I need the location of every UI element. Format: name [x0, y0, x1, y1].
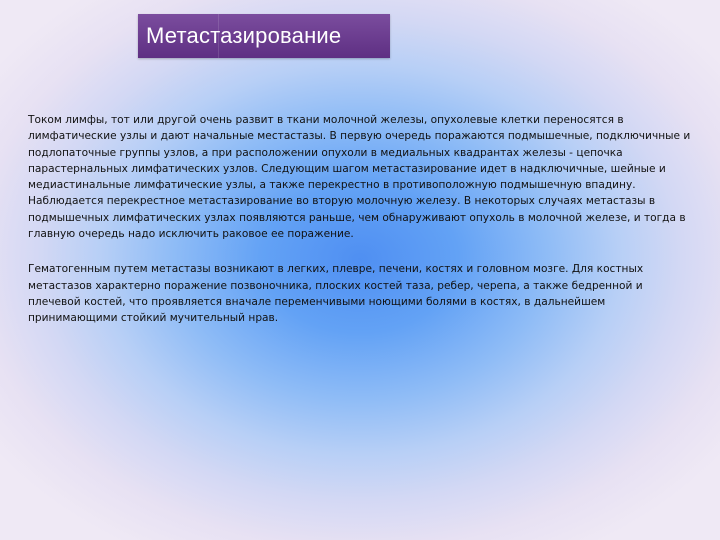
title-banner — [138, 14, 390, 58]
slide-title: Метастазирование — [146, 23, 342, 48]
paragraph-lymphatic: Током лимфы, тот или другой очень развит в ткани молочной железы, опухолевые клетки переносятся в лимфатические узлы и дают начальные местастазы. В первую очередь поражаются подмышечные, подключичные и подлопаточные группы узлов, а при расположении опухоли в медиальных квадрантах железы - цепочка парастернальных лимфатических узлов. Следующим шагом метастазирование идет в надключичные, шейные и медиастинальные лимфатические узлы, а также перекрестно в противоположную подмышечную впадину. Наблюдается перекрестное метастазирование во вторую молочную железу. В некоторых случаях метастазы в подмышечных лимфатических узлах появляются раньше, чем обнаруживают опухоль в молочной железе, и тогда в главную очередь надо исключить раковое ее поражение. — [28, 114, 691, 241]
slide-body — [28, 112, 692, 346]
paragraph-hematogenous: Гематогенным путем метастазы возникают в легких, плевре, печени, костях и головном мозге. Для костных метастазов характерно поражение позвоночника, плоских костей таза, ребер, черепа, а также бедренной и плечевой костей, что проявляется вначале переменчивыми ноющими болями в костях, в дальнейшем принимающими стойкий мучительный нрав. — [28, 263, 644, 325]
